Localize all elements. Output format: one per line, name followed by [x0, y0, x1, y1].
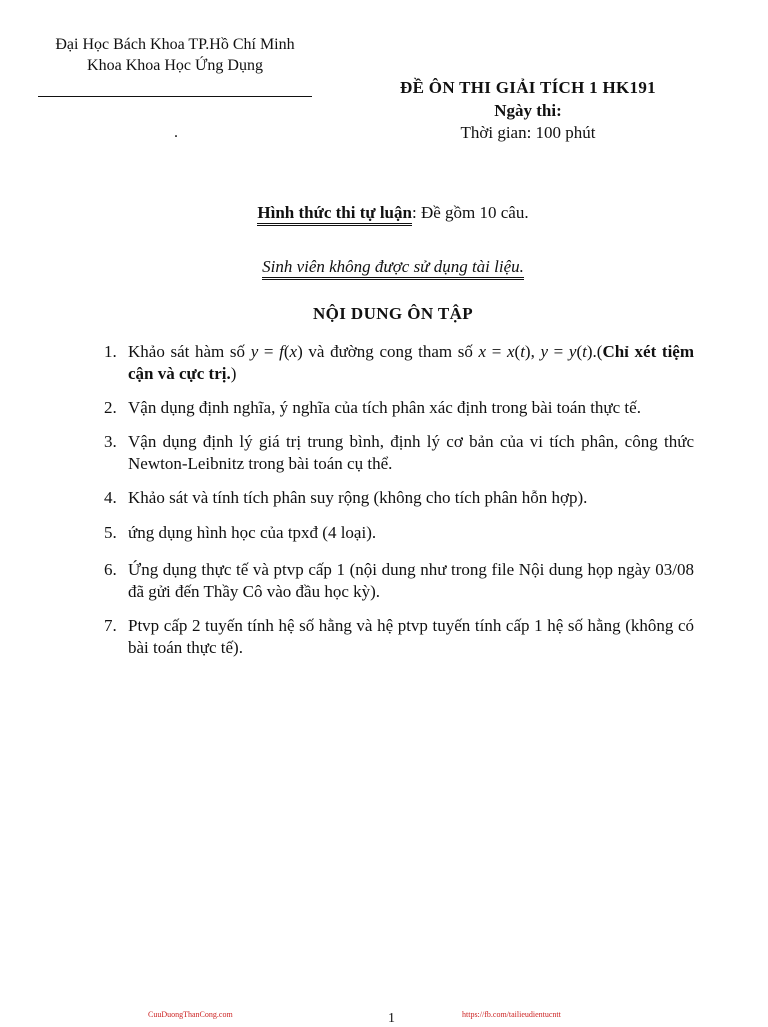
- math-var: y: [540, 342, 549, 361]
- footer-right-link[interactable]: https://fb.com/tailieudientucntt: [462, 1010, 561, 1019]
- footer-left-link[interactable]: CuuDuongThanCong.com: [148, 1010, 233, 1019]
- faculty-line: Khoa Khoa Học Ứng Dụng: [87, 57, 263, 74]
- exam-title: ĐỀ ÔN THI GIẢI TÍCH 1 HK191: [400, 78, 656, 97]
- math-op: =: [486, 342, 507, 361]
- university-line: Đại Học Bách Khoa TP.Hồ Chí Minh: [55, 36, 295, 53]
- item-text: Khảo sát và tính tích phân suy rộng (không cho tích phân hỗn hợp).: [128, 488, 588, 507]
- list-item: [104, 397, 694, 419]
- list-item: [104, 559, 694, 603]
- list-item: [104, 341, 694, 385]
- review-list: [104, 341, 694, 659]
- math-var: f: [279, 342, 284, 361]
- math-var: x: [289, 342, 298, 361]
- item-number: 3.: [104, 432, 117, 451]
- list-item: [104, 431, 694, 475]
- item-number: 2.: [104, 398, 117, 417]
- math-var: x: [478, 342, 487, 361]
- exam-format-text: : Đề gồm 10 câu.: [411, 203, 529, 222]
- math-var: y: [568, 342, 577, 361]
- math-op: =: [258, 342, 280, 361]
- item-text: Khảo sát hàm số: [128, 342, 251, 361]
- item-text: Ptvp cấp 2 tuyến tính hệ số hằng và hệ ptvp tuyến tính cấp 1 hệ số hằng (không có bài toán thực tế).: [128, 616, 694, 657]
- section-title: NỘI DUNG ÔN TẬP: [312, 304, 474, 323]
- item-text: ứng dụng hình học của tpxđ (4 loại).: [128, 523, 377, 542]
- list-item: [104, 522, 694, 544]
- item-text: Ứng dụng thực tế và ptvp cấp 1 (nội dung như trong file Nội dung họp ngày 03/08 đã gửi đến Thầy Cô vào đầu học kỳ).: [128, 560, 694, 601]
- item-number: 5.: [104, 523, 117, 542]
- math-op: ): [230, 364, 237, 383]
- item-text: Vận dụng định nghĩa, ý nghĩa của tích phân xác định trong bài toán thực tế.: [128, 398, 641, 417]
- math-var: t: [582, 342, 587, 361]
- item-emphasis: Chỉ xét tiệm cận và cực trị.: [128, 342, 694, 383]
- item-text: Vận dụng định lý giá trị trung bình, định lý cơ bản của vi tích phân, công thức Newton-Leibnitz trong bài toán cụ thể.: [128, 432, 694, 473]
- math-var: y: [250, 342, 259, 361]
- item-number: 1.: [104, 342, 117, 361]
- item-text: và đường cong tham số: [302, 342, 479, 361]
- item-number: 4.: [104, 488, 117, 507]
- page-number: 1: [388, 1011, 395, 1026]
- math-op: (: [576, 342, 583, 361]
- math-op: (: [283, 342, 290, 361]
- math-op: ): [297, 342, 303, 361]
- math-op: ).(: [586, 342, 603, 361]
- exam-format-label: Hình thức thi tự luận: [257, 203, 412, 226]
- list-item: [104, 615, 694, 659]
- exam-format: [0, 203, 768, 226]
- item-number: 7.: [104, 616, 117, 635]
- list-item: [104, 487, 694, 509]
- header-divider: [38, 96, 312, 97]
- math-op: (: [514, 342, 521, 361]
- math-var: t: [520, 342, 525, 361]
- exam-time-label: Thời gian: 100 phút: [460, 123, 596, 142]
- item-number: 6.: [104, 560, 117, 579]
- notice: [0, 257, 768, 280]
- university-name: [36, 34, 314, 76]
- math-op: ),: [524, 342, 541, 361]
- math-var: x: [506, 342, 515, 361]
- notice-text: Sinh viên không được sử dụng tài liệu.: [262, 257, 524, 280]
- header-dot: .: [174, 124, 178, 141]
- exam-date-label: Ngày thi:: [494, 101, 562, 120]
- math-op: =: [548, 342, 569, 361]
